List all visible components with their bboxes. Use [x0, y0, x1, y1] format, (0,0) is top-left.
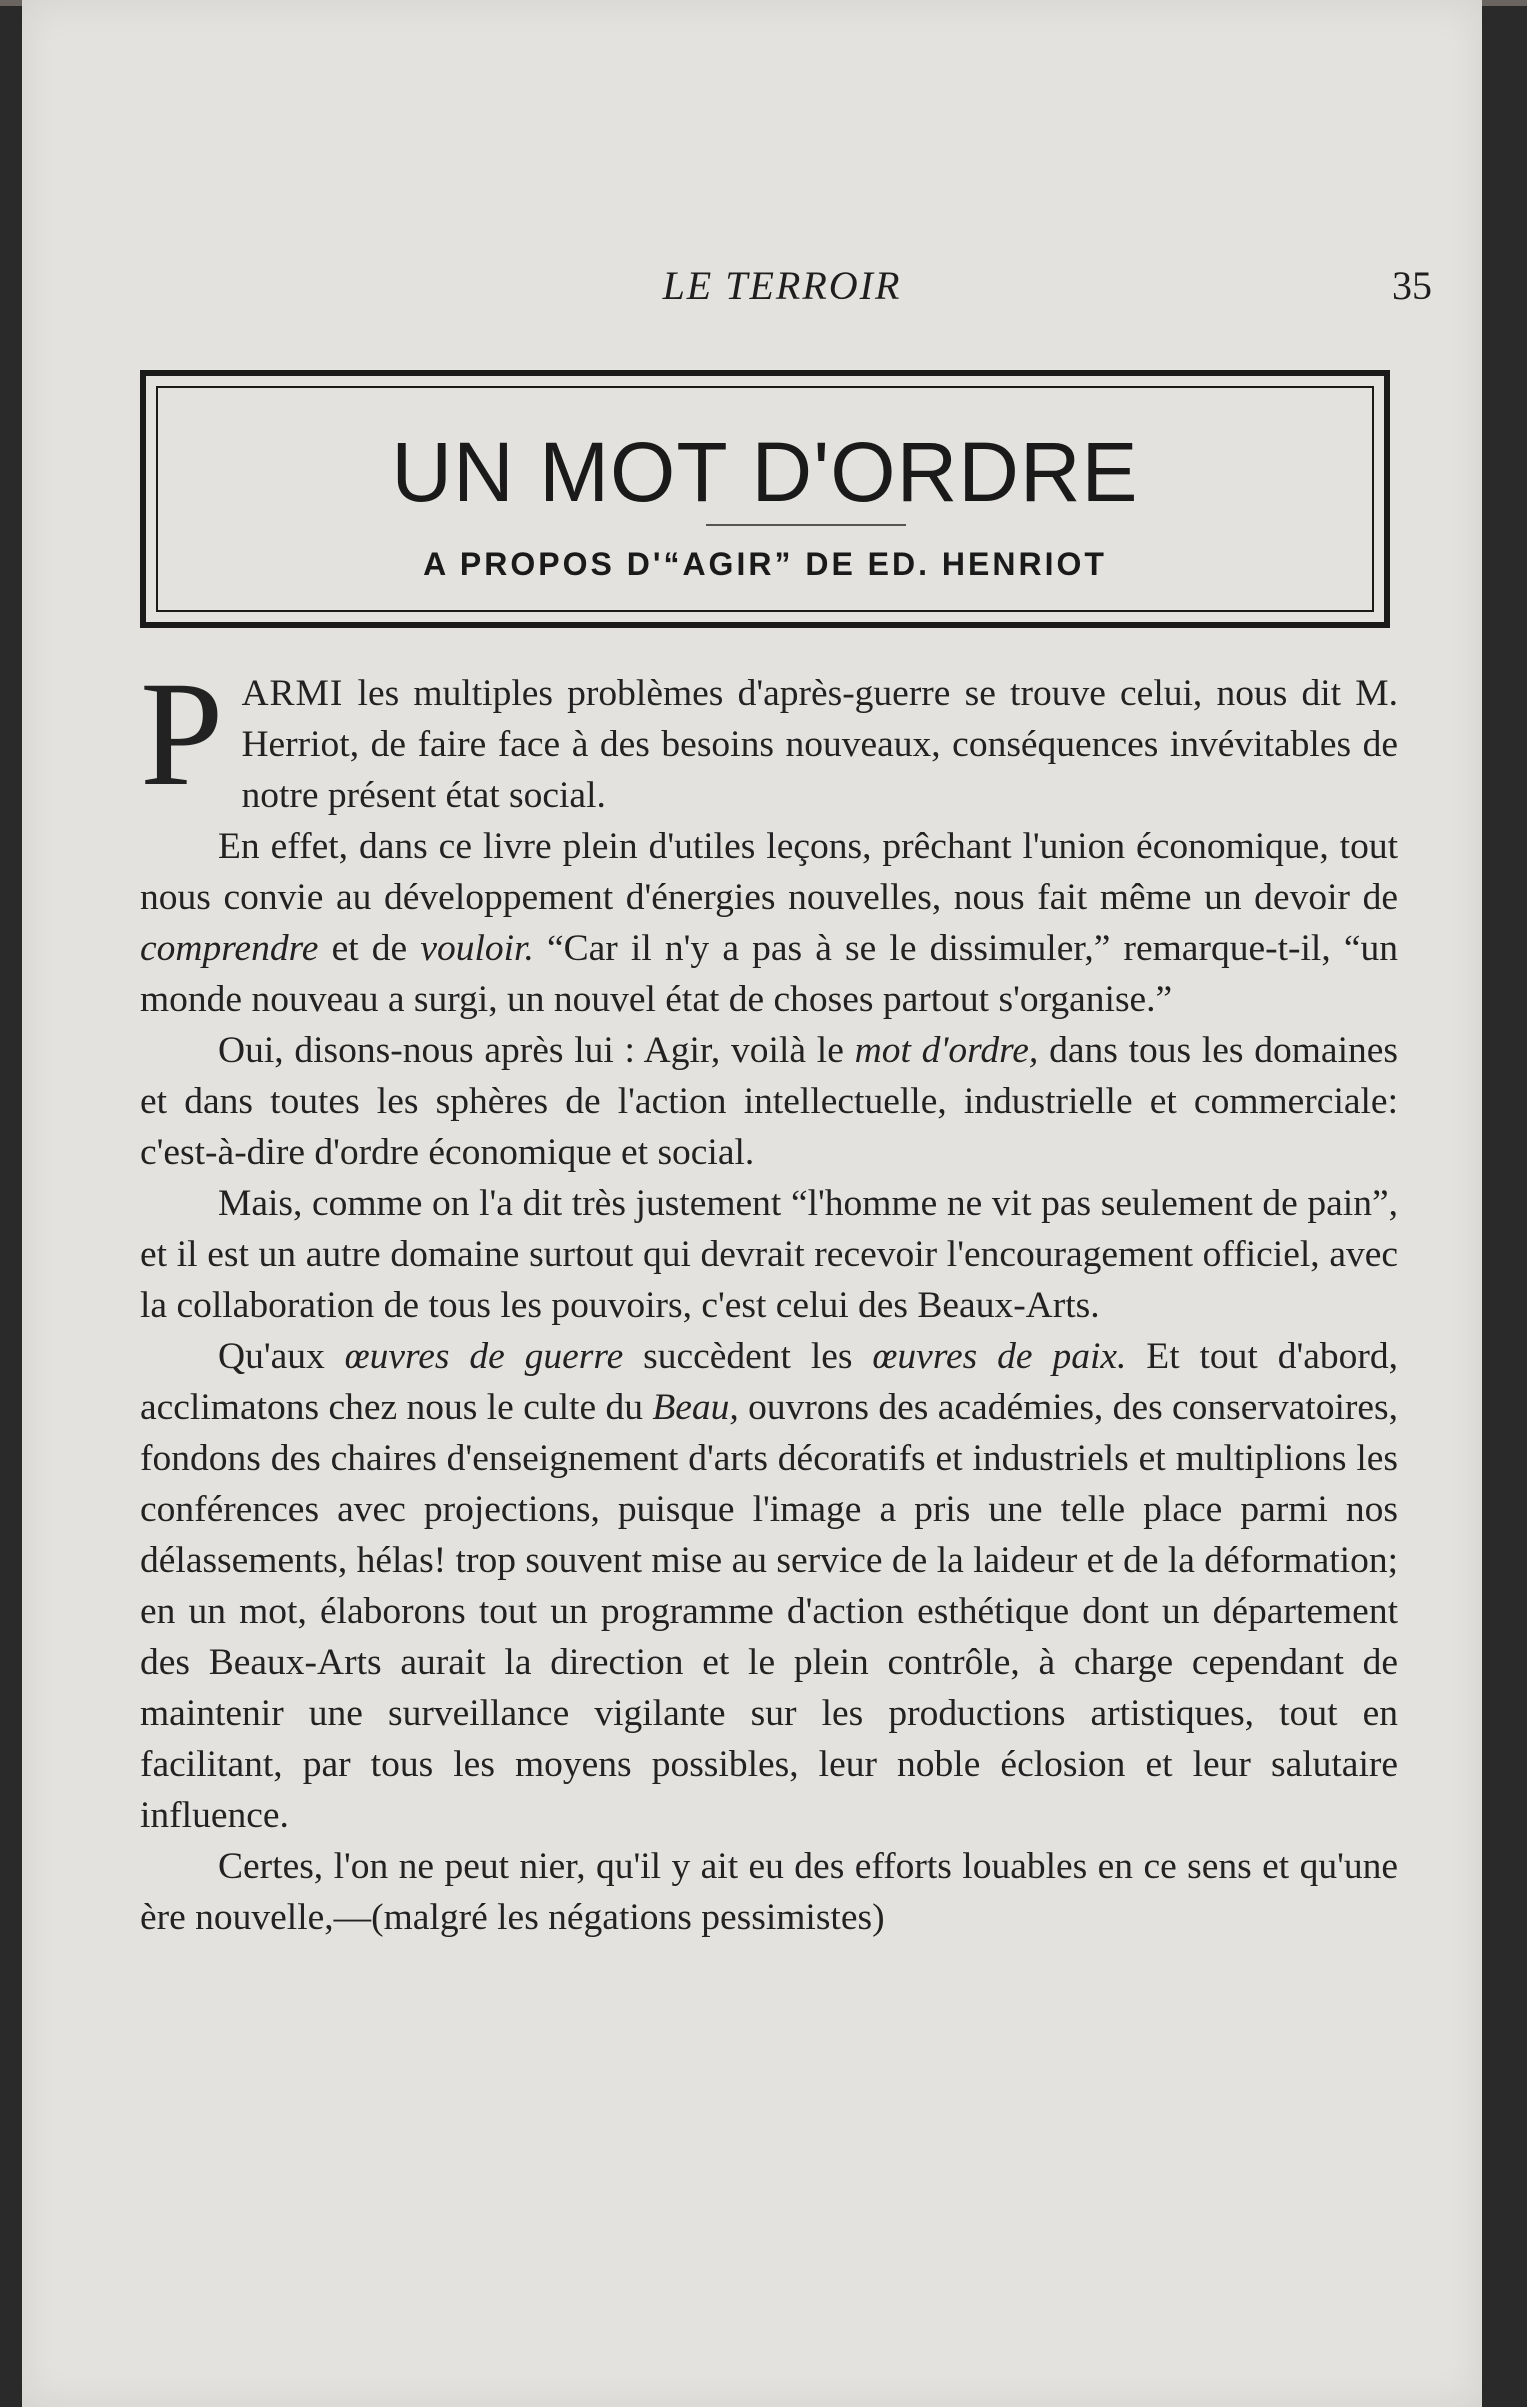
lead-word: ARMI	[241, 673, 344, 714]
paragraph-text: En effet, dans ce livre plein d'utiles leçons, prêchant l'union économique, tout nous convie au développement d'énergies nouvelles, nous fait même un devoir de	[140, 826, 1398, 918]
paragraph-text: Et tout d'abord, acclimatons chez nous le culte du	[140, 1336, 1398, 1428]
article-body	[140, 651, 1398, 1943]
italic-text: œuvres de paix.	[872, 1336, 1127, 1377]
article-title: UN MOT D'ORDRE	[391, 425, 1139, 519]
running-title: LE TERROIR	[662, 263, 902, 308]
title-frame	[140, 370, 1390, 628]
paragraph-1	[140, 651, 1398, 821]
paragraph-text: Mais, comme on l'a dit très justement “l'homme ne vit pas seulement de pain”, et il est un autre domaine surtout qui devrait recevoir l'encouragement officiel, avec la collaboration de tous les pouvoirs, c'est celui des Beaux-Arts.	[140, 1183, 1398, 1326]
paragraph-3	[140, 1025, 1398, 1178]
page-number: 35	[1392, 263, 1432, 308]
paragraph-text: succèdent les	[623, 1336, 873, 1377]
paragraph-text: “Car il n'y a pas à se le dissimuler,” remarque-t-il, “un monde nouveau a surgi, un nouvel état de choses partout s'organise.”	[140, 928, 1398, 1020]
paragraph-6	[140, 1841, 1398, 1943]
paragraph-text: et de	[318, 928, 421, 969]
running-head	[132, 262, 1432, 322]
title-divider	[706, 524, 906, 526]
italic-text: mot d'ordre,	[854, 1030, 1039, 1071]
paragraph-text: ouvrons des académies, des conservatoires, fondons des chaires d'enseignement d'arts décoratifs et industriels et multiplions les conférences avec projections, puisque l'image a pris une telle place parmi nos délassements, hélas! trop souvent mise au service de la laideur et de la déformation; en un mot, élaborons tout un programme d'action esthétique dont un département des Beaux-Arts aurait la direction et le plein contrôle, à charge cependant de maintenir une surveillance vigilante sur les productions artistiques, tout en facilitant, par tous les moyens possibles, leur noble éclosion et leur salutaire influence.	[140, 1387, 1398, 1836]
italic-text: comprendre	[140, 928, 319, 969]
paragraph-4	[140, 1178, 1398, 1331]
paragraph-text: les multiples problèmes d'après-guerre se trouve celui, nous dit M. Herriot, de faire face à des besoins nouveaux, conséquences invévitables de notre présent état social.	[241, 673, 1398, 816]
paragraph-text: Oui, disons-nous après lui : Agir, voilà le	[218, 1030, 855, 1071]
paragraph-text: Qu'aux	[218, 1336, 345, 1377]
italic-text: Beau,	[652, 1387, 739, 1428]
italic-text: vouloir.	[420, 928, 534, 969]
paragraph-text: dans tous les domaines et dans toutes les sphères de l'action intellectuelle, industrielle et commerciale: c'est-à-dire d'ordre économique et social.	[140, 1030, 1398, 1173]
paragraph-5	[140, 1331, 1398, 1841]
article-subtitle: A PROPOS D'“AGIR” DE ED. HENRIOT	[423, 546, 1107, 582]
italic-text: œuvres de guerre	[344, 1336, 624, 1377]
drop-cap: P	[140, 651, 224, 817]
paragraph-2	[140, 821, 1398, 1025]
book-page	[22, 0, 1482, 2407]
paragraph-text: Certes, l'on ne peut nier, qu'il y ait eu des efforts louables en ce sens et qu'une ère nouvelle,—(malgré les négations pessimistes)	[140, 1846, 1398, 1938]
